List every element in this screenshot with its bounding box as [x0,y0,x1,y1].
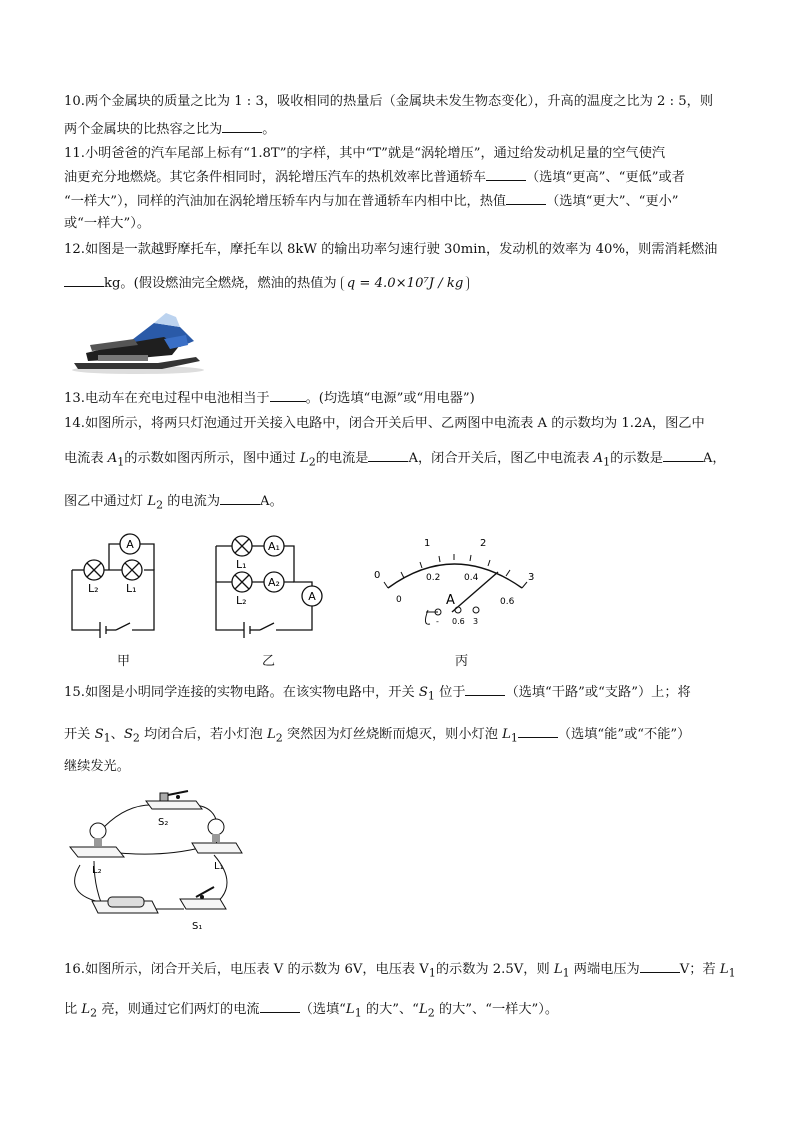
q14-text: 的示数是 [610,451,663,466]
ammeter-A1-label: A₁ [268,540,280,553]
symbol-L2: L [418,1002,428,1017]
q16-line2 [64,998,558,1024]
symbol-S1: S [94,727,104,742]
sub: 1 [728,966,736,980]
q11-text: “一样大”），同样的汽油加在涡轮增压轿车内与加在普通轿车内相中比，热值 [64,194,507,209]
sub: 2 [132,731,140,745]
dial-top-3: 3 [528,572,535,583]
q16-line1 [64,958,736,984]
q12-line1: 12.如图是一款越野摩托车，摩托车以 8kW 的输出功率匀速行驶 30min，发动机的效率为 40%，则需消耗燃油 [64,242,718,257]
sub: 1 [603,455,611,469]
q13-line1 [64,387,475,409]
q14-text: 的示数如图丙所示，图中通过 [124,451,300,466]
q12-formula: q = 4.0×10⁷J / kg [341,276,470,291]
q14-line2 [64,447,726,473]
q15-blank-2[interactable] [518,723,558,738]
q16-text: 的大”、“一样大”）。 [434,1002,559,1017]
q10-line2 [64,118,275,140]
q15-line3: 继续发光。 [64,759,130,774]
q14-text: A， [702,451,726,466]
q16-text: V；若 [679,962,720,977]
q11-text: 油更充分地燃烧。其它条件相同时，涡轮增压汽车的热机效率比普通轿车 [64,170,486,185]
dial-bottom-0: 0 [396,595,402,605]
ammeter-A-label: A [126,538,134,551]
circuit-yi [208,530,338,640]
q12-text: kg。(假设燃油完全燃烧，燃油的热值为 [104,276,337,291]
q11-line4: 或“一样大”）。 [64,216,151,231]
terminal-3: 3 [473,617,479,626]
symbol-L2: L [147,494,157,509]
caption-bing: 丙 [455,654,469,669]
q13-answer-blank[interactable] [270,387,306,402]
q16-text: 两端电压为 [569,962,640,977]
symbol-L2: L [266,727,276,742]
label-L2: L₂ [92,865,102,876]
dial-top-0: 0 [374,570,381,581]
terminal-minus: - [436,617,439,626]
symbol-L2: L [81,1002,91,1017]
q15-text: 15.如图是小明同学连接的实物电路。在该实物电路中，开关 [64,685,419,700]
lamp-L1-label: L₁ [126,582,137,595]
sub: 1 [562,966,570,980]
q14-text: 图乙中通过灯 [64,494,148,509]
q14-blank-2[interactable] [663,447,703,462]
caption-jia: 甲 [117,654,131,669]
symbol-S2: S [123,727,133,742]
sub: 1 [428,966,436,980]
q13-text: 。(均选填“电源”或“用电器”) [305,391,475,406]
lamp-L2-label: L₂ [236,594,247,607]
sub: 1 [427,689,435,703]
q10-text-end: 。 [262,122,276,137]
symbol-L1: L [719,962,729,977]
dial-bottom-02: 0.2 [426,573,441,583]
symbol-L1: L [502,727,511,742]
dial-top-1: 1 [424,538,431,549]
q11-text: （选填“更大”、“更小” [546,194,679,209]
ammeter-A2-label: A₂ [268,576,280,589]
q16-text: 亮，则通过它们两灯的电流 [97,1002,260,1017]
q10-text: 两个金属块的比热容之比为 [64,122,223,137]
sub: 1 [510,731,518,745]
terminal-06: 0.6 [452,617,465,626]
q16-text: 的示数为 2.5V，则 [435,962,554,977]
symbol-L2: L [299,451,309,466]
q15-text: 位于 [434,685,466,700]
q14-line1: 14.如图所示，将两只灯泡通过开关接入电路中，闭合开关后甲、乙两图中电流表 A 的示数均为 1.2A，图乙中 [64,416,705,431]
q11-text: （选填“更高”、“更低”或者 [526,170,685,185]
q16-blank-2[interactable] [260,998,300,1013]
symbol-A1: A [107,451,118,466]
q14-blank-3[interactable] [220,490,260,505]
label-L1: L₁ [214,861,224,872]
q14-text: 电流表 [64,451,108,466]
q13-text: 13.电动车在充电过程中电池相当于 [64,391,270,406]
q11-blank-efficiency[interactable] [486,166,526,181]
sub: 1 [103,731,111,745]
lamp-L1-label: L₁ [236,558,247,571]
dial-bottom-06: 0.6 [500,597,515,607]
q14-text: 的电流是 [315,451,369,466]
q12-line2 [64,272,469,294]
sub: 2 [90,1006,98,1020]
caption-yi: 乙 [262,654,276,669]
q15-text: （选填“能”或“不能”） [557,727,691,742]
q14-blank-1[interactable] [368,447,408,462]
label-S2: S₂ [158,817,169,828]
q14-text: A，闭合开关后，图乙中电流表 [408,451,594,466]
q14-text: A。 [260,494,283,509]
q14-line3 [64,490,283,516]
sub: 2 [308,455,316,469]
sub: 1 [117,455,125,469]
q15-line2 [64,723,690,749]
sub: 1 [354,1006,362,1020]
physical-circuit [64,785,254,935]
circuit-jia [64,530,174,640]
snowmobile-image [68,305,210,377]
symbol-A1: A [593,451,604,466]
q16-text: 16.如图所示，闭合开关后，电压表 V 的示数为 6V，电压表 V [64,962,429,977]
q11-line2 [64,166,685,188]
q16-text: （选填“ [299,1002,346,1017]
sub: 2 [275,731,283,745]
q14-text: 的电流为 [163,494,221,509]
ammeter-A-label: A [308,590,316,603]
dial-bottom-04: 0.4 [464,573,479,583]
ammeter-dial-bing [366,530,546,634]
q11-line1: 11.小明爸爸的汽车尾部上标有“1.8T”的字样，其中“T”就是“涡轮增压”，通过给发动机足量的空气使汽 [64,146,666,161]
symbol-S1: S [418,685,428,700]
q11-blank-heat-value[interactable] [506,190,546,205]
q16-text: 的大”、“ [361,1002,419,1017]
q12-answer-blank[interactable] [64,272,104,287]
q10-answer-blank[interactable] [222,118,262,133]
q11-line3 [64,190,679,212]
dial-top-2: 2 [480,538,487,549]
q15-text: 、 [110,727,124,742]
q15-text: 开关 [64,727,95,742]
q15-text: （选填“干路”或“支路”）上；将 [505,685,691,700]
q15-blank-1[interactable] [465,681,505,696]
sub: 2 [427,1006,435,1020]
q10-line1: 10.两个金属块的质量之比为 1 : 3，吸收相同的热量后（金属块未发生物态变化），升高的温度之比为 2 : 5，则 [64,94,714,109]
lamp-L2-label: L₂ [88,582,99,595]
symbol-L1: L [553,962,563,977]
dial-unit-A: A [446,593,455,608]
sub: 2 [156,498,164,512]
q16-text: 比 [64,1002,82,1017]
label-S1: S₁ [192,921,203,932]
q15-text: 突然因为灯丝烧断而熄灭，则小灯泡 [282,727,503,742]
q15-line1 [64,681,691,707]
q15-text: 均闭合后，若小灯泡 [139,727,267,742]
q16-blank-1[interactable] [640,958,680,973]
symbol-L1: L [345,1002,355,1017]
